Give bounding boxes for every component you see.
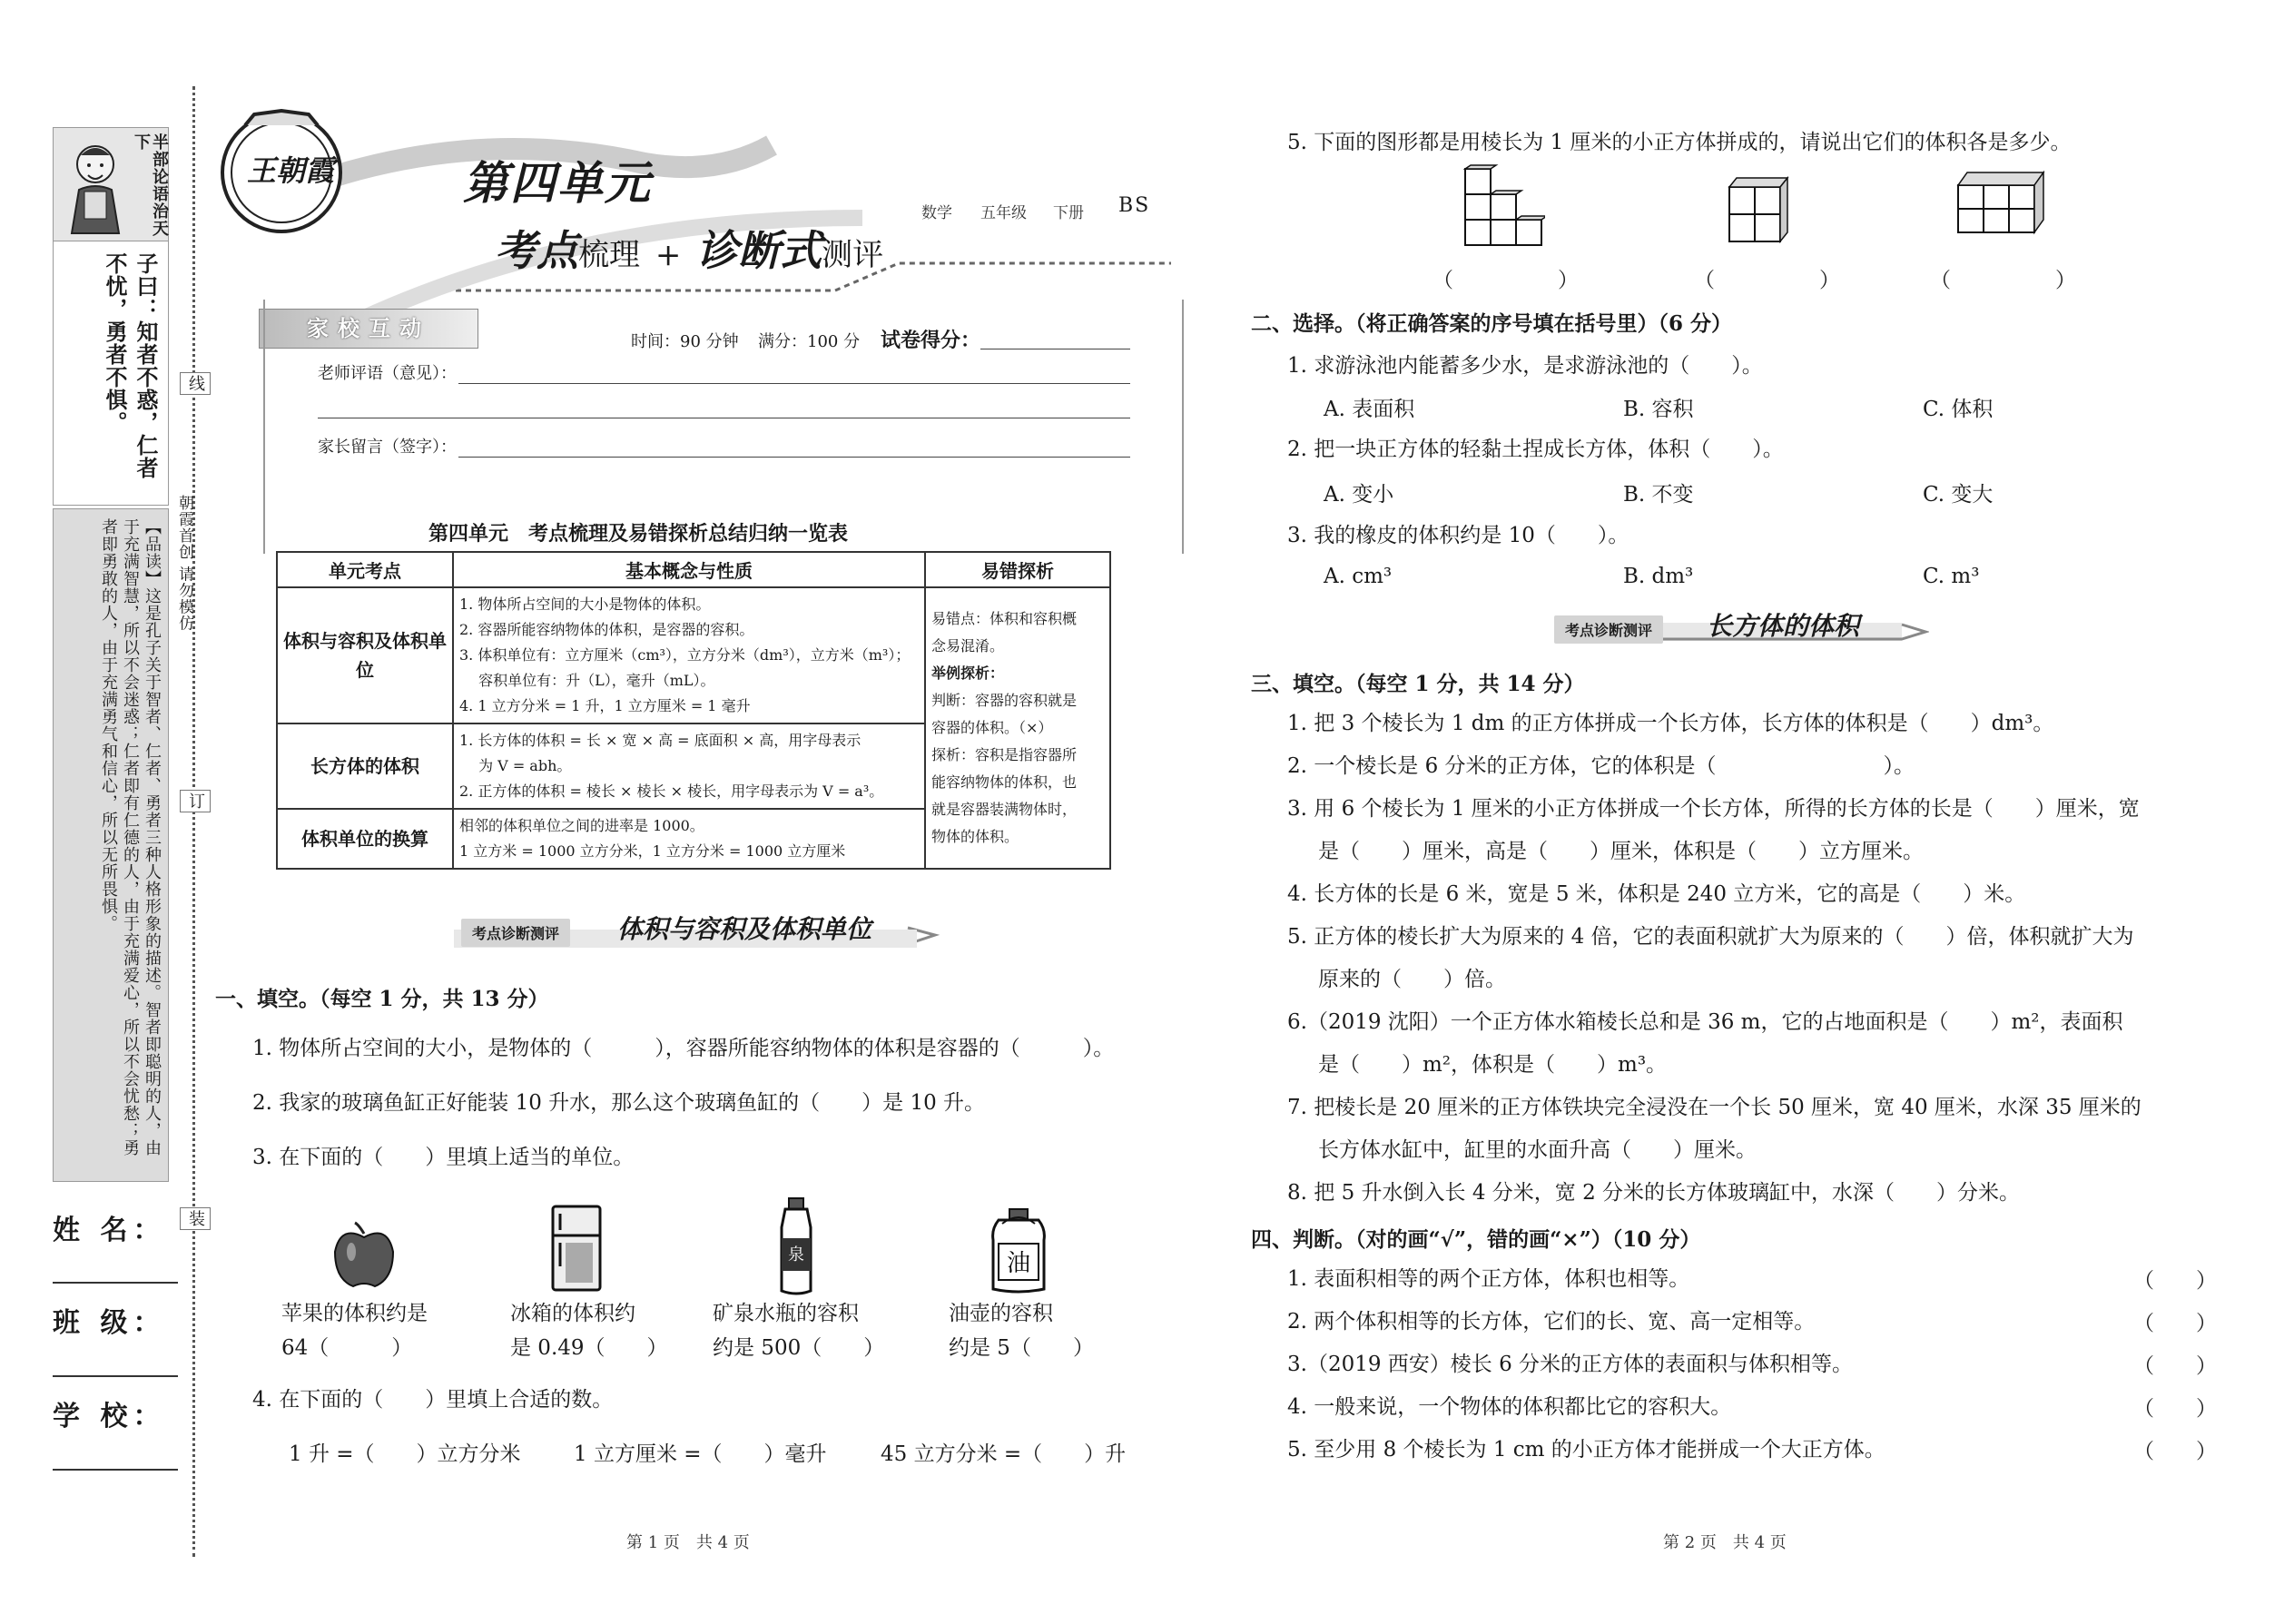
grade-label: 五年级 bbox=[980, 204, 1027, 222]
judge-question-3: 3.（2019 西安）棱长 6 分米的正方体的表面积与体积相等。 bbox=[1287, 1353, 1854, 1376]
table-error-analysis: 易错点：体积和容积概 念易混淆。 举例探析： 判断：容器的容积就是 容器的体积。（×） 探析：容积是指容器所 能容纳物体的体积，也 就是容器装满物体时， 物体的体积。 bbox=[925, 587, 1110, 869]
svg-text:泉: 泉 bbox=[788, 1245, 804, 1265]
binding-mark-bind: 装 bbox=[180, 1207, 211, 1230]
confucius-quote: 子曰：知者不惑，仁者不忧，勇者不惧。 bbox=[102, 252, 159, 479]
judge-question-2: 2. 两个体积相等的长方体，它们的长、宽、高一定相等。 bbox=[1287, 1310, 1816, 1334]
table-header: 单元考点 bbox=[277, 552, 453, 587]
table-header: 易错探析 bbox=[925, 552, 1110, 587]
parent-comment-field[interactable] bbox=[458, 457, 1130, 458]
section-tag-title-2: 长方体的体积 bbox=[1707, 611, 1860, 641]
fill-question-2: 2. 一个棱长是 6 分米的正方体，它的体积是（ ）。 bbox=[1287, 754, 1915, 778]
sidebar-banner bbox=[53, 127, 169, 242]
choice-1-option-a[interactable]: A. 表面积 bbox=[1324, 398, 1415, 421]
choice-question-2: 2. 把一块正方体的轻黏土捏成长方体，体积（ ）。 bbox=[1287, 438, 1784, 461]
table-row-category: 体积单位的换算 bbox=[277, 809, 453, 869]
judge-question-4: 4. 一般来说，一个物体的体积都比它的容积大。 bbox=[1287, 1395, 1732, 1419]
time-limit: 时间：90 分钟 bbox=[631, 332, 739, 351]
edition-label: BS bbox=[1118, 194, 1151, 217]
choice-2-option-a[interactable]: A. 变小 bbox=[1324, 483, 1394, 507]
name-field[interactable] bbox=[53, 1282, 178, 1284]
bottle-icon bbox=[776, 1196, 816, 1296]
confucius-figure-icon bbox=[59, 135, 132, 235]
score-label: 试卷得分： bbox=[881, 329, 981, 352]
unit-title: 第四单元 bbox=[463, 156, 652, 210]
fill-question-7: 7. 把棱长是 20 厘米的正方体铁块完全浸没在一个长 50 厘米，宽 40 厘米，水深 35 厘米的 bbox=[1287, 1096, 2141, 1119]
binding-line bbox=[192, 86, 195, 1557]
judge-blank-3[interactable]: （ ） bbox=[2133, 1354, 2217, 1378]
question-1: 1. 物体所占空间的大小，是物体的（ ），容器所能容纳物体的体积是容器的（ ）。 bbox=[252, 1037, 1115, 1060]
picture-label-fridge: 冰箱的体积约 是 0.49（ ） bbox=[510, 1302, 668, 1360]
judge-blank-5[interactable]: （ ） bbox=[2133, 1440, 2217, 1463]
logo-text: 王朝霞 bbox=[247, 153, 335, 188]
header-decoration bbox=[209, 109, 1189, 318]
judge-blank-2[interactable]: （ ） bbox=[2133, 1312, 2217, 1335]
home-school-tag: 家校互动 bbox=[259, 309, 478, 349]
full-score: 满分：100 分 bbox=[758, 332, 861, 351]
binding-mark-line: 线 bbox=[180, 372, 211, 395]
sidebar-quote-box bbox=[53, 241, 169, 506]
picture-label-apple: 苹果的体积约是 64（ ） bbox=[281, 1302, 428, 1360]
question-3: 3. 在下面的（ ）里填上适当的单位。 bbox=[252, 1146, 635, 1169]
question-4c: 45 立方分米 =（ ）升 bbox=[881, 1442, 1127, 1466]
class-label: 班 级： bbox=[53, 1307, 166, 1339]
volume-label: 下册 bbox=[1053, 204, 1084, 222]
fill-question-6: 6.（2019 沈阳）一个正方体水箱棱长总和是 36 m，它的占地面积是（ ）m²，表面积 bbox=[1287, 1010, 2123, 1034]
table-row-category: 体积与容积及体积单位 bbox=[277, 587, 453, 723]
judge-question-1: 1. 表面积相等的两个正方体，体积也相等。 bbox=[1287, 1267, 1690, 1291]
page-number-left: 第 1 页 共 4 页 bbox=[626, 1533, 750, 1552]
binding-mark-order: 订 bbox=[180, 790, 211, 812]
summary-table bbox=[276, 551, 1111, 870]
summary-title: 第四单元 考点梳理及易错探析总结归纳一览表 bbox=[428, 522, 849, 546]
question-2: 2. 我家的玻璃鱼缸正好能装 10 升水，那么这个玻璃鱼缸的（ ）是 10 升。 bbox=[252, 1091, 986, 1115]
fill-question-8: 8. 把 5 升水倒入长 4 分米，宽 2 分米的长方体玻璃缸中，水深（ ）分米。 bbox=[1287, 1181, 2021, 1205]
fridge-icon bbox=[549, 1203, 604, 1294]
cube-figure-2 bbox=[1728, 174, 1791, 247]
judge-question-5: 5. 至少用 8 个棱长为 1 cm 的小正方体才能拼成一个大正方体。 bbox=[1287, 1438, 1885, 1462]
choice-question-1: 1. 求游泳池内能蓄多少水，是求游泳池的（ ）。 bbox=[1287, 354, 1763, 378]
section-3-heading: 三、填空。（每空 1 分，共 14 分） bbox=[1251, 672, 1585, 696]
section-1-heading: 一、填空。（每空 1 分，共 13 分） bbox=[215, 987, 549, 1011]
choice-3-option-a[interactable]: A. cm³ bbox=[1324, 565, 1393, 588]
fill-question-6-cont: 是（ ）m²，体积是（ ）m³。 bbox=[1318, 1053, 1668, 1077]
picture-label-bottle: 矿泉水瓶的容积 约是 500（ ） bbox=[713, 1302, 885, 1360]
table-header: 基本概念与性质 bbox=[453, 552, 925, 587]
choice-2-option-b[interactable]: B. 不变 bbox=[1623, 483, 1694, 507]
question-4b: 1 立方厘米 =（ ）毫升 bbox=[574, 1442, 827, 1466]
table-row-concept: 相邻的体积单位之间的进率是 1000。 1 立方米 = 1000 立方分米，1 立方分米 = 1000 立方厘米 bbox=[453, 809, 925, 869]
copyright-note: 朝霞首创 请勿模仿 bbox=[175, 495, 193, 632]
judge-blank-1[interactable]: （ ） bbox=[2133, 1269, 2217, 1293]
cube-figure-3 bbox=[1956, 169, 2047, 237]
question-4: 4. 在下面的（ ）里填上合适的数。 bbox=[252, 1388, 614, 1412]
teacher-comment-label: 老师评语（意见）： bbox=[318, 364, 457, 383]
section-tag-small-2: 考点诊断测评 bbox=[1554, 615, 1663, 644]
fill-question-1: 1. 把 3 个棱长为 1 dm 的正方体拼成一个长方体，长方体的体积是（ ）dm³。 bbox=[1287, 712, 2054, 735]
picture-label-oil: 油壶的容积 约是 5（ ） bbox=[949, 1302, 1094, 1360]
fill-question-5-cont: 原来的（ ）倍。 bbox=[1318, 968, 1506, 991]
choice-3-option-c[interactable]: C. m³ bbox=[1923, 565, 1980, 588]
judge-blank-4[interactable]: （ ） bbox=[2133, 1397, 2217, 1421]
oil-jug-icon bbox=[989, 1207, 1048, 1294]
choice-question-3: 3. 我的橡皮的体积约是 10（ ）。 bbox=[1287, 524, 1629, 547]
table-row-concept: 1. 长方体的体积 = 长 × 宽 × 高 = 底面积 × 高，用字母表示 为 V = abh。 2. 正方体的体积 = 棱长 × 棱长 × 棱长，用字母表示为 V = a³。 bbox=[453, 723, 925, 809]
answer-blank-3[interactable]: （ ） bbox=[1930, 269, 2076, 292]
school-field[interactable] bbox=[53, 1469, 178, 1471]
cube-figure-1 bbox=[1463, 163, 1545, 250]
choice-1-option-c[interactable]: C. 体积 bbox=[1923, 398, 1994, 421]
page-number-right: 第 2 页 共 4 页 bbox=[1663, 1533, 1787, 1552]
page-subtitle: 考点梳理 + 诊断式测评 bbox=[495, 226, 884, 275]
choice-2-option-c[interactable]: C. 变大 bbox=[1923, 483, 1994, 507]
name-label: 姓 名： bbox=[53, 1215, 166, 1246]
class-field[interactable] bbox=[53, 1375, 178, 1377]
reading-note: 【品读】这是孔子关于智者、仁者、勇者三种人格形象的描述。智者即聪明的人，由于充满智慧，所以不会迷惑；仁者即有仁德的人，由于充满爱心，所以不会忧愁；勇者即勇敢的人，由于充满勇气和信心，所以无所畏惧。 bbox=[99, 518, 162, 1156]
motto-top: 半部论语治天下 bbox=[132, 133, 169, 237]
apple-icon bbox=[331, 1221, 397, 1288]
fill-question-5: 5. 正方体的棱长扩大为原来的 4 倍，它的表面积就扩大为原来的（ ）倍，体积就扩大为 bbox=[1287, 925, 2134, 949]
question-4a: 1 升 =（ ）立方分米 bbox=[289, 1442, 521, 1466]
svg-text:油: 油 bbox=[1006, 1250, 1031, 1277]
choice-3-option-b[interactable]: B. dm³ bbox=[1623, 565, 1694, 588]
answer-blank-1[interactable]: （ ） bbox=[1433, 269, 1579, 292]
table-row-category: 长方体的体积 bbox=[277, 723, 453, 809]
fill-question-7-cont: 长方体水缸中，缸里的水面升高（ ）厘米。 bbox=[1318, 1138, 1757, 1162]
fill-question-4: 4. 长方体的长是 6 米，宽是 5 米，体积是 240 立方米，它的高是（ ）米。 bbox=[1287, 882, 2026, 906]
table-row-concept: 1. 物体所占空间的大小是物体的体积。 2. 容器所能容纳物体的体积，是容器的容积。 3. 体积单位有：立方厘米（cm³），立方分米（dm³），立方米（m³）； 容积单位有：升（L），毫升（mL）。 4. 1 立方分米 = 1 升，1 立方厘米 = 1 毫升 bbox=[453, 587, 925, 723]
choice-1-option-b[interactable]: B. 容积 bbox=[1623, 398, 1694, 421]
section-2-heading: 二、选择。（将正确答案的序号填在括号里）（6 分） bbox=[1251, 311, 1733, 336]
section-tag-title: 体积与容积及体积单位 bbox=[617, 914, 872, 944]
sidebar-reading-box bbox=[53, 508, 169, 1182]
teacher-comment-field[interactable] bbox=[458, 383, 1130, 384]
question-5: 5. 下面的图形都是用棱长为 1 厘米的小正方体拼成的，请说出它们的体积各是多少。 bbox=[1287, 131, 2072, 154]
fill-question-3: 3. 用 6 个棱长为 1 厘米的小正方体拼成一个长方体，所得的长方体的长是（ ）厘米，宽 bbox=[1287, 797, 2140, 821]
parent-comment-label: 家长留言（签字）： bbox=[318, 438, 457, 457]
subject-label: 数学 bbox=[921, 204, 952, 222]
school-label: 学 校： bbox=[53, 1401, 166, 1432]
answer-blank-2[interactable]: （ ） bbox=[1694, 269, 1840, 292]
section-4-heading: 四、判断。（对的画“√”，错的画“×”）（10 分） bbox=[1251, 1227, 1701, 1252]
section-tag-small: 考点诊断测评 bbox=[461, 919, 570, 947]
fill-question-3-cont: 是（ ）厘米，高是（ ）厘米，体积是（ ）立方厘米。 bbox=[1318, 840, 1924, 863]
